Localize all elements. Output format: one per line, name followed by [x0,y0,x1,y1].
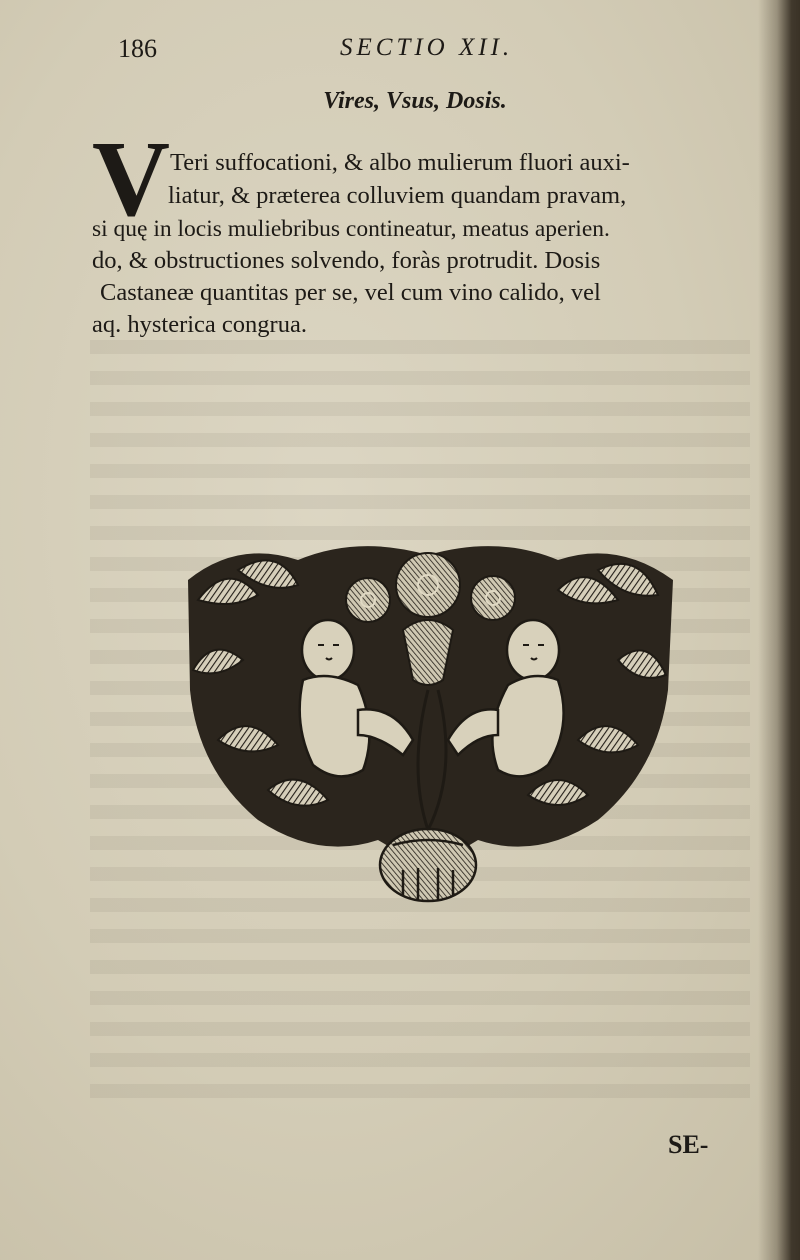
woodcut-ornament-icon [178,540,678,910]
running-head: SECTIO XII. [340,34,514,61]
body-line-3: si quę in locis muliebribus contineatur, meatus aperien. [92,216,610,242]
page-number: 186 [118,34,157,63]
body-line-2: liatur, & præterea colluviem quandam pravam, [168,182,627,209]
catchword: SE- [668,1130,709,1159]
binding-gutter [758,0,800,1260]
body-line-6: aq. hysterica congrua. [92,311,307,338]
section-subheading: Vires, Vsus, Dosis. [323,88,507,114]
drop-cap: V [92,120,170,239]
body-line-1: Teri suffocationi, & albo mulierum fluori auxi- [170,149,630,176]
body-line-5: Castaneæ quantitas per se, vel cum vino calido, vel [100,279,601,306]
body-line-4: do, & obstructiones solvendo, foràs protrudit. Dosis [92,247,601,274]
